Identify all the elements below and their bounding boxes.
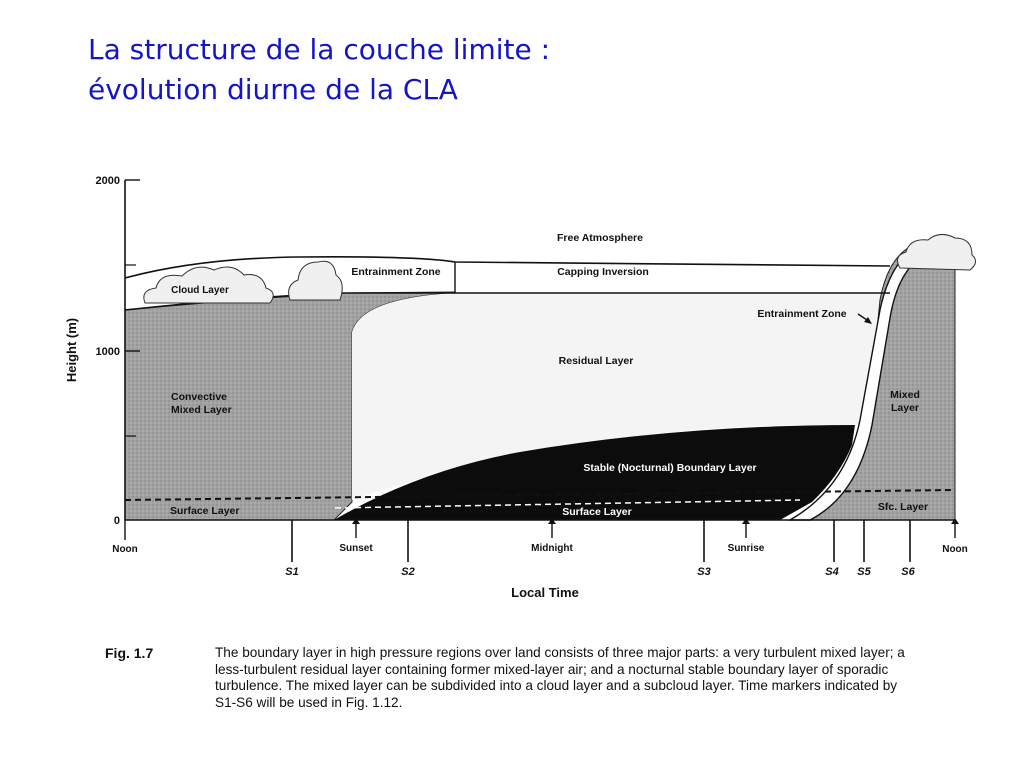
surface-layer-night-label: Surface Layer: [562, 506, 632, 518]
capping-inversion-label: Capping Inversion: [557, 266, 649, 278]
time-label-sunrise: Sunrise: [727, 543, 765, 554]
time-label-noon-start: Noon: [112, 544, 138, 555]
marker-s2: S2: [401, 566, 415, 578]
slide-title-line-1: La structure de la couche limite :: [88, 33, 551, 66]
marker-s4: S4: [825, 566, 839, 578]
time-label-midnight: Midnight: [531, 543, 573, 554]
y-tick-0: 0: [113, 515, 120, 527]
convective-mixed-layer-label-line-1: Convective: [171, 391, 228, 403]
entrainment-zone-morning-label: Entrainment Zone: [757, 308, 847, 320]
cloud-layer-label: Cloud Layer: [171, 285, 229, 296]
figure-caption-text: The boundary layer in high pressure regions over land consists of three major parts: a very turbulent mixed layer; a less-turbulent residual layer containing former mixed-layer air; and a nocturnal stable boundary layer of sporadic turbulence. The mixed layer can be subdivided into a cloud layer and a subcloud layer. Time markers indicated by S1-S6 will be used in Fig. 1.12.: [215, 645, 905, 710]
mixed-layer-label-line-2: Layer: [890, 402, 920, 414]
free-atmosphere-label: Free Atmosphere: [557, 232, 643, 244]
marker-s5: S5: [857, 566, 871, 578]
marker-s1: S1: [285, 566, 299, 578]
residual-layer-label: Residual Layer: [558, 355, 634, 367]
stable-boundary-layer-label: Stable (Nocturnal) Boundary Layer: [583, 462, 757, 474]
marker-s3: S3: [697, 566, 711, 578]
marker-s6: S6: [901, 566, 915, 578]
time-marker-lines: [125, 518, 959, 562]
surface-layer-morning-label: Sfc. Layer: [877, 501, 929, 513]
time-label-noon-end: Noon: [942, 544, 968, 555]
convective-mixed-layer-label-line-2: Mixed Layer: [171, 404, 232, 416]
slide-title-line-2: évolution diurne de la CLA: [88, 73, 458, 106]
entrainment-zone-day-label: Entrainment Zone: [351, 266, 441, 278]
surface-layer-day-label: Surface Layer: [170, 505, 240, 517]
x-axis-label: Local Time: [511, 585, 579, 600]
time-label-sunset: Sunset: [339, 543, 373, 554]
y-axis-label: Height (m): [64, 317, 79, 383]
y-tick-1000: 1000: [95, 346, 120, 358]
mixed-layer-label-line-1: Mixed: [890, 389, 920, 401]
y-tick-2000: 2000: [95, 175, 120, 187]
figure-label: Fig. 1.7: [105, 645, 154, 661]
